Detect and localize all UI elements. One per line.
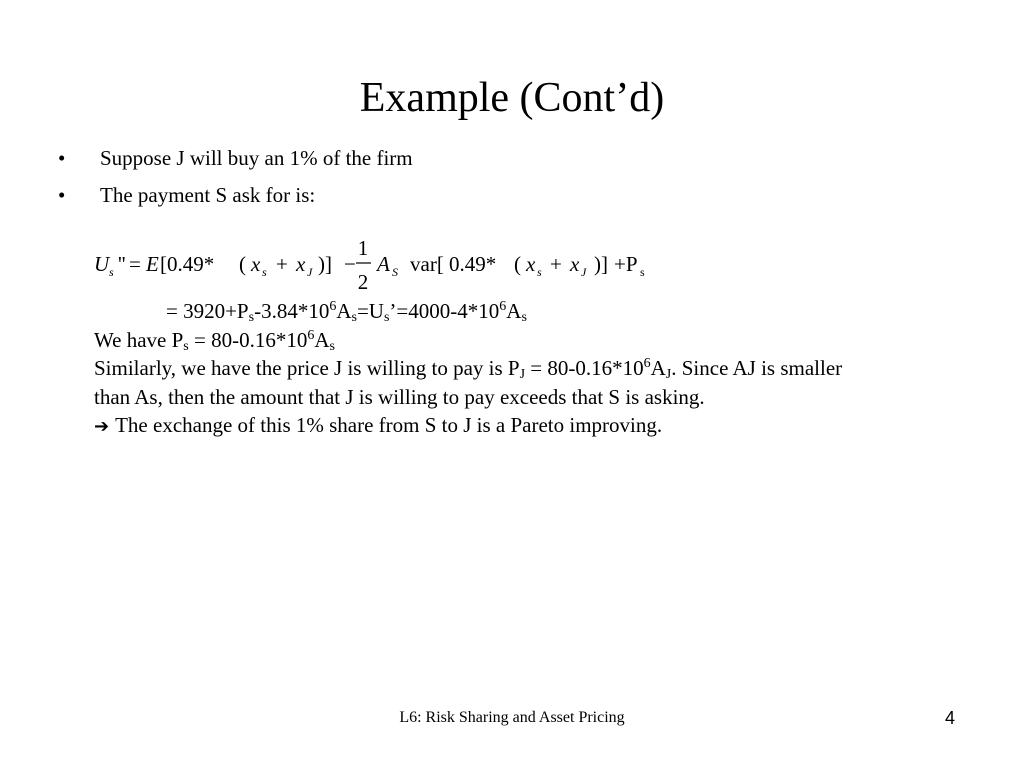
equation-frac-den: 2 <box>357 270 369 294</box>
equation-var-open: var[ 0.49* <box>410 252 497 276</box>
text-run: A <box>506 299 522 323</box>
text-run: = 80-0.16*10 <box>525 356 644 380</box>
derived-equation-line <box>94 297 994 326</box>
text-run: A <box>336 299 352 323</box>
equation-minus: − <box>344 252 356 276</box>
equation-eq: = <box>129 252 141 276</box>
equation-x-sub: s <box>537 265 542 279</box>
equation-paren-open: ( <box>239 252 246 276</box>
equation-bracket-close: )] <box>318 252 332 276</box>
equation-x: x <box>526 252 536 276</box>
equation-x: x <box>296 252 306 276</box>
comparison-line: than As, then the amount that J is willing to pay exceeds that S is asking. <box>94 384 705 409</box>
price-s-line <box>94 326 994 355</box>
utility-equation <box>94 231 694 299</box>
equation-U: U <box>94 252 110 276</box>
equation-p-sub: s <box>640 265 645 279</box>
superscript: 6 <box>329 299 337 314</box>
superscript: 6 <box>307 327 315 343</box>
equation-U-sub: s <box>109 265 114 279</box>
slide-title: Example (Cont’d) <box>359 75 665 121</box>
text-run: The exchange of this 1% share from S to J is a Pareto improving. <box>115 413 663 437</box>
subscript: s <box>183 338 189 354</box>
text-run: =U <box>356 299 384 323</box>
equation-paren-open: ( <box>514 252 521 276</box>
equation-x-sub: J <box>581 265 587 279</box>
equation-A: A <box>377 252 390 276</box>
text-run: . Since AJ is smaller <box>671 356 843 380</box>
footer-text: L6: Risk Sharing and Asset Pricing <box>399 709 625 726</box>
superscript: 6 <box>499 299 507 314</box>
bullet-mark: • <box>58 146 66 170</box>
bullet-item <box>58 143 958 180</box>
conclusion-line <box>94 411 994 440</box>
equation-frac-num: 1 <box>357 236 369 260</box>
subscript: s <box>248 310 255 325</box>
page-number: 4 <box>945 708 956 728</box>
equation-E: E <box>146 252 159 276</box>
bullet-text: The payment S ask for is: <box>100 183 316 207</box>
body-text <box>94 297 994 440</box>
text-run: A <box>650 356 666 380</box>
equation-x: x <box>251 252 261 276</box>
subscript: s <box>351 310 357 325</box>
equation-plus: + <box>276 252 288 276</box>
subscript: J <box>519 367 526 382</box>
subscript: J <box>665 367 672 382</box>
text-run: Similarly, we have the price J is willing to pay is P <box>94 356 520 380</box>
text-run: -3.84*10 <box>254 299 330 323</box>
text-run: ’=4000-4*10 <box>389 299 500 323</box>
text-run: A <box>314 327 330 352</box>
equation-x: x <box>570 252 580 276</box>
price-j-line <box>94 354 994 383</box>
equation-A-sub: S <box>392 265 398 279</box>
right-arrow-icon: ➔ <box>94 416 110 437</box>
equation-x-sub: s <box>262 265 267 279</box>
text-run: = 80-0.16*10 <box>188 327 308 352</box>
text-run: = 3920+P <box>166 299 249 323</box>
subscript: s <box>521 310 527 325</box>
subscript: s <box>383 310 390 325</box>
bullet-mark: • <box>58 183 66 207</box>
bullet-item <box>58 180 958 217</box>
bullet-list <box>58 143 958 217</box>
equation-x-sub: J <box>307 265 313 279</box>
equation-bracket-close: )] <box>594 252 608 276</box>
equation-bracket-open: [0.49* <box>160 252 215 276</box>
equation-plus-p: +P <box>614 252 638 276</box>
superscript: 6 <box>643 356 651 371</box>
bullet-text: Suppose J will buy an 1% of the firm <box>100 146 413 170</box>
equation-dprime: '' <box>118 252 126 276</box>
equation-plus: + <box>550 252 562 276</box>
subscript: s <box>329 338 335 354</box>
text-run: We have P <box>94 327 184 352</box>
